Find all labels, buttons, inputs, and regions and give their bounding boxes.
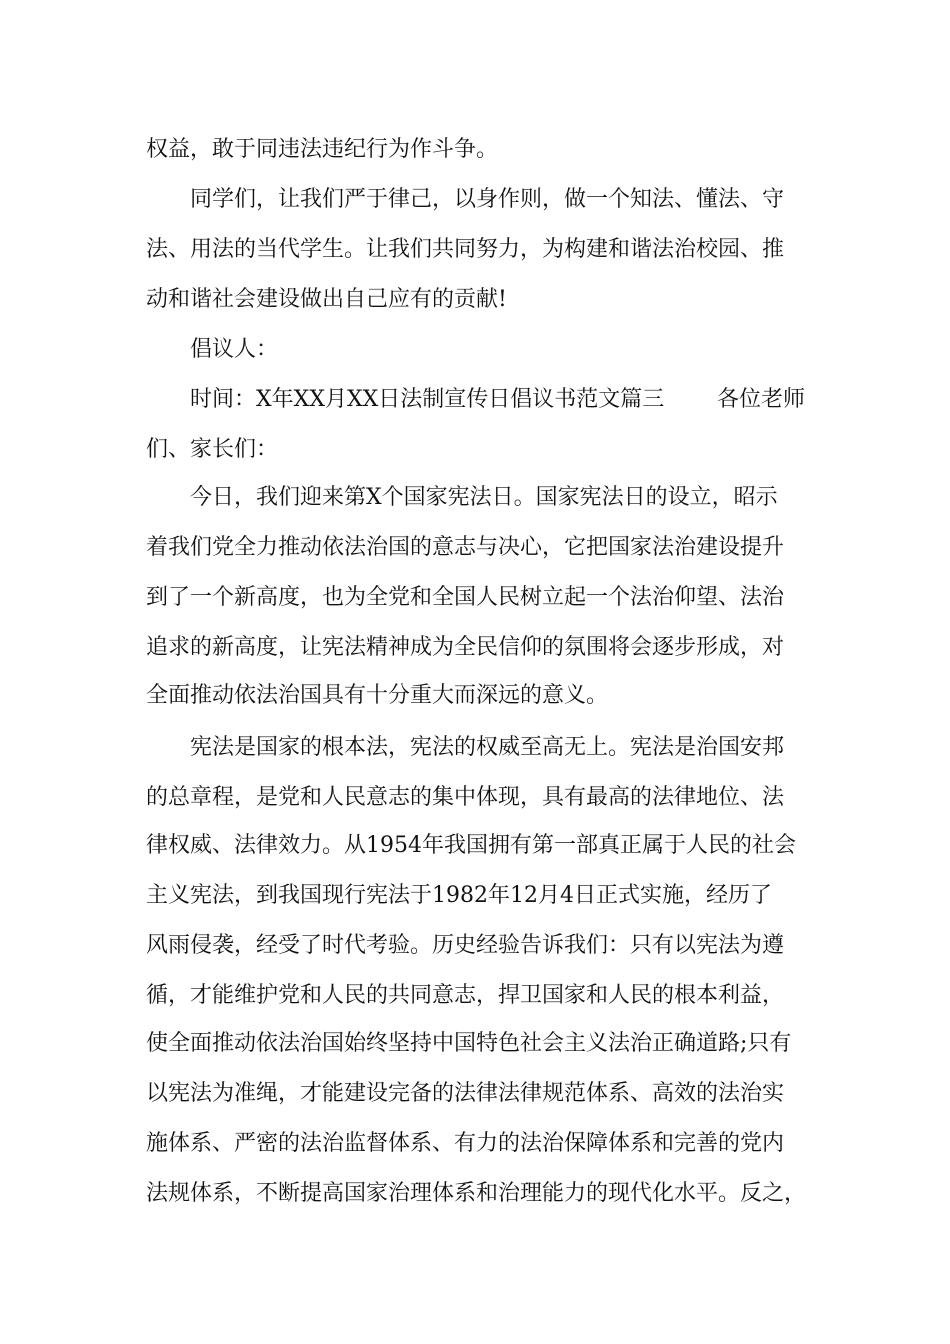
text-segment: 们、家长们： [146, 437, 279, 462]
text-line [0, 628, 950, 668]
text-line [0, 876, 950, 916]
text-line [0, 1124, 950, 1164]
text-segment: 到了一个新高度，也为全党和全国人民树立起一个法治仰望、法治 [146, 585, 785, 610]
text-line [0, 826, 950, 866]
text-segment: 的总章程，是党和人民意志的集中体现，具有最高的法律地位、法 [146, 785, 785, 810]
text-segment: 着我们党全力推动依法治国的意志与决心，它把国家法治建设提升 [146, 535, 785, 560]
text-line [0, 1024, 950, 1064]
text-line [0, 330, 950, 370]
text-segment: 时间：X年XX月XX日法制宣传日倡议书范文篇三 [190, 387, 665, 412]
text-line [0, 380, 950, 420]
text-segment: 各位老师 [717, 387, 806, 412]
text-line [0, 280, 950, 320]
text-line [0, 676, 950, 716]
text-segment: 法、用法的当代学生。让我们共同努力，为构建和谐法治校园、推 [146, 237, 785, 262]
text-line [0, 528, 950, 568]
text-segment: 律权威、法律效力。从1954年我国拥有第一部真正属于人民的社会 [146, 833, 796, 858]
text-segment: 动和谐社会建设做出自己应有的贡献! [146, 287, 507, 312]
text-segment: 使全面推动依法治国始终坚持中国特色社会主义法治正确道路;只有 [146, 1031, 792, 1056]
text-line [0, 728, 950, 768]
text-segment: 全面推动依法治国具有十分重大而深远的意义。 [146, 683, 609, 708]
text-line [0, 1074, 950, 1114]
text-line [0, 430, 950, 470]
text-line [0, 1174, 950, 1214]
text-segment: 宪法是国家的根本法，宪法的权威至高无上。宪法是治国安邦 [190, 735, 785, 760]
text-line [0, 976, 950, 1016]
text-segment: 权益，敢于同违法违纪行为作斗争。 [146, 137, 499, 162]
text-line [0, 478, 950, 518]
text-segment: 施体系、严密的法治监督体系、有力的法治保障体系和完善的党内 [146, 1131, 785, 1156]
text-segment: 风雨侵袭，经受了时代考验。历史经验告诉我们：只有以宪法为遵 [146, 933, 785, 958]
text-segment: 今日，我们迎来第X个国家宪法日。国家宪法日的设立，昭示 [190, 485, 778, 510]
text-line [0, 130, 950, 170]
text-line [0, 578, 950, 618]
text-line [0, 778, 950, 818]
text-segment: 以宪法为准绳，才能建设完备的法律法律规范体系、高效的法治实 [146, 1081, 785, 1106]
text-segment: 循，才能维护党和人民的共同意志，捍卫国家和人民的根本利益， [146, 983, 785, 1008]
text-segment: 倡议人： [190, 337, 279, 362]
text-segment: 主义宪法，到我国现行宪法于1982年12月4日正式实施，经历了 [146, 883, 772, 908]
text-line [0, 230, 950, 270]
text-segment: 同学们，让我们严于律己，以身作则，做一个知法、懂法、守 [190, 187, 785, 212]
text-line [0, 926, 950, 966]
text-line [0, 180, 950, 220]
text-segment: 法规体系，不断提高国家治理体系和治理能力的现代化水平。反之， [146, 1181, 807, 1206]
text-segment: 追求的新高度，让宪法精神成为全民信仰的氛围将会逐步形成，对 [146, 635, 785, 660]
